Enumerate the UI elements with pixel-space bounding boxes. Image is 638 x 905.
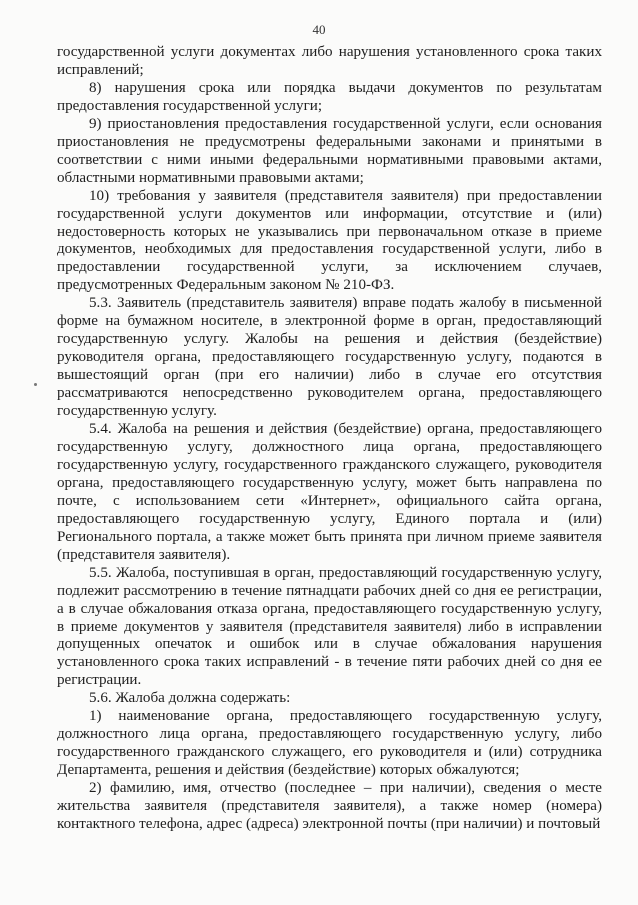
page-number: 40 (312, 22, 326, 37)
paragraph-5-3: 5.3. Заявитель (представитель заявителя) вправе подать жалобу в письменной форме на бумажном носителе, в электронной форме в орган, предоставляющий государственную услугу. Жалобы на решения и действия (бездействие) руководителя органа, предоставляющего государственную услугу, подаются в вышестоящий орган (при его наличии) либо в случае его отсутствия рассматриваются непосредственно руководителем органа, предоставляющего государственную услугу. (57, 295, 602, 420)
scan-speck (34, 383, 37, 386)
paragraph-item-9: 9) приостановления предоставления государственной услуги, если основания приостановления не предусмотрены федеральными законами и принятыми в соответствии с ними иными федеральными нормативными правовыми актами, областными нормативными правовыми актами; (57, 115, 602, 186)
paragraph-item-8: 8) нарушения срока или порядка выдачи документов по результатам предоставления государственной услуги; (57, 79, 602, 114)
paragraph-5-6-item-2: 2) фамилию, имя, отчество (последнее – при наличии), сведения о месте жительства заявителя (представителя заявителя), а также номер (номера) контактного телефона, адрес (адреса) электронной почты (при наличии) и почтовый (57, 780, 602, 832)
paragraph-5-6: 5.6. Жалоба должна содержать: (89, 690, 291, 707)
paragraph-5-6-item-1: 1) наименование органа, предоставляющего государственную услугу, должностного лица органа, предоставляющего государственную услугу, либо государственного гражданского служащего, его руководителя и (или) сотрудника Департамента, решения и действия (бездействие) которых обжалуются; (57, 708, 602, 779)
paragraph-5-4: 5.4. Жалоба на решения и действия (бездействие) органа, предоставляющего государственную услугу, должностного лица органа, предоставляющего государственную услугу, государственного гражданского служащего, руководителя органа, предоставляющего государственную услугу, может быть направлена по почте, с использованием сети «Интернет», официального сайта органа, предоставляющего государственную услугу, Единого портала и (или) Регионального портала, а также может быть принята при личном приеме заявителя (представителя заявителя). (57, 421, 602, 563)
document-body (57, 44, 602, 834)
paragraph-item-10: 10) требования у заявителя (представителя заявителя) при предоставлении государственной услуги документов или информации, отсутствие и (или) недостоверность которых не указывались при первоначальном отказе в приеме документов, необходимых для предоставления государственной услуги, либо в предоставлении государственной услуги, за исключением случаев, предусмотренных Федеральным законом № 210-ФЗ. (57, 187, 602, 294)
paragraph-continuation: государственной услуги документах либо нарушения установленного срока таких исправлений; (57, 44, 602, 78)
paragraph-5-5: 5.5. Жалоба, поступившая в орган, предоставляющий государственную услугу, подлежит рассмотрению в течение пятнадцати рабочих дней со дня ее регистрации, а в случае обжалования отказа органа, предоставляющего государственную услугу, в приеме документов у заявителя (представителя заявителя) либо в исправлении допущенных опечаток и ошибок или в случае обжалования нарушения установленного срока таких исправлений - в течение пяти рабочих дней со дня ее регистрации. (57, 564, 602, 689)
